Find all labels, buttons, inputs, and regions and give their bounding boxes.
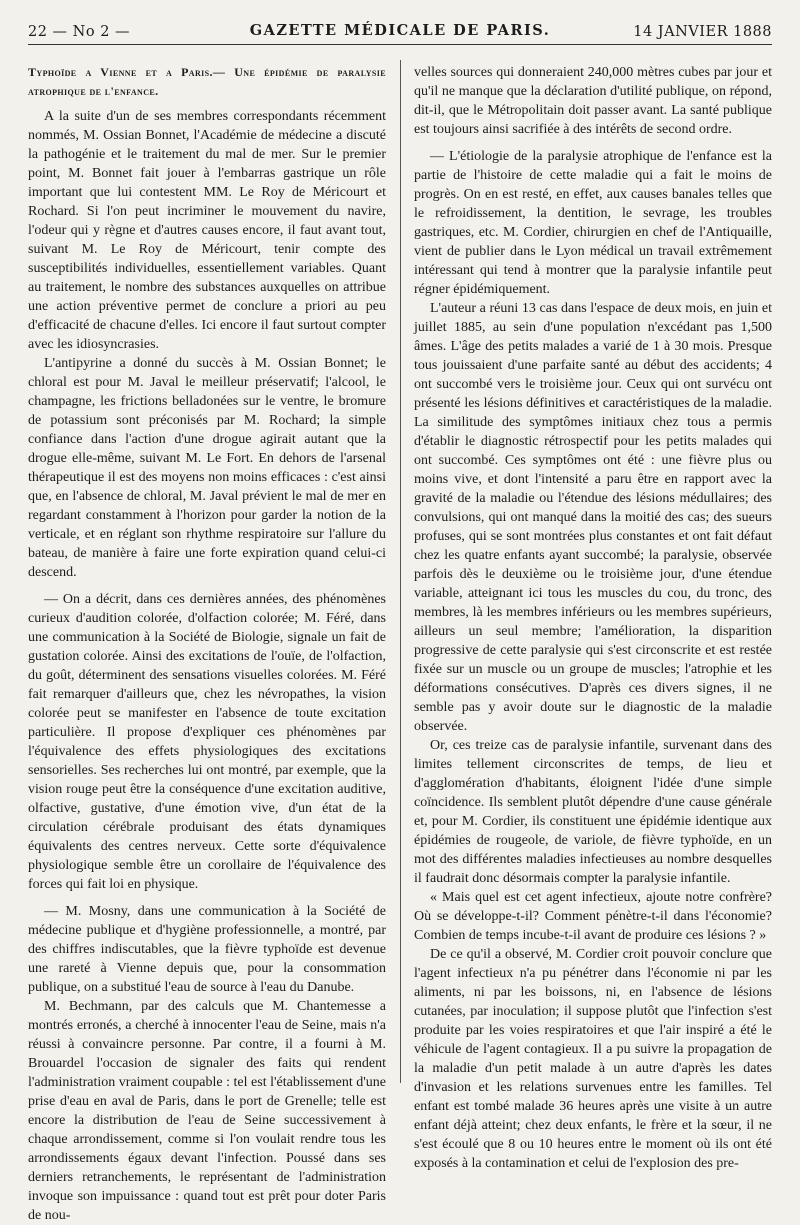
- page-number: 22 — No 2 —: [28, 24, 131, 40]
- page-header: [28, 22, 772, 44]
- paragraph: « Mais quel est cet agent infectieux, ajoute notre confrère? Où se développe-t-il? Comment pénètre-t-il dans l'économie? Combien de temps incube-t-il avant de produire ces lésions ? »: [414, 890, 772, 943]
- paragraph: De ce qu'il a observé, M. Cordier croit pouvoir conclure que l'agent infectieux n'a pu pénétrer dans l'économie ni par les aliments, ni par les boissons, ni, en l'absence de lésions cutanées, par inoculation; il suppose plutôt que l'infection s'est produite par les voies respiratoires et que l'air inspiré a été le véhicule de l'agent contagieux. Il a pu suivre la propagation de la maladie d'un petit malade à un autre d'après les dates d'invasion et les relations survenues entre les familles. Tel enfant est tombé malade 36 heures après une visite à un autre enfant déjà atteint; chez deux enfants, le frère et la sœur, il ne s'est écoulé que 8 ou 10 heures entre le moment où ils ont été exposés à la contamination et celui de l'explosion des pre-: [414, 947, 772, 1171]
- paragraph: M. Bechmann, par des calculs que M. Chantemesse a montrés erronés, a cherché à innocenter l'eau de Seine, mais n'a réussi à convaincre personne. Par contre, il a fourni à M. Brouardel l'occasion de signaler des faits qui rendent l'administration vraiment coupable : tel est l'établissement d'une prise d'eau en aval de Paris, dans le port de Grenelle; telle est encore la distribution de l'eau de Seine successivement à chaque arrondissement, comme si l'on voulait rendre tous les arrondissements égaux devant l'infection. Poussé dans ses derniers retranchements, le représentant de l'administration invoque son impuissance : quand tout est prêt pour doter Paris de nou-: [28, 999, 386, 1223]
- paragraph: — M. Mosny, dans une communication à la Société de médecine publique et d'hygiène professionnelle, a montré, par des chiffres indiscutables, que la fièvre typhoïde est devenue une rareté à Vienne depuis que, pour la consommation publique, on a substitué l'eau de source à l'eau du Danube.: [28, 904, 386, 995]
- paragraph: velles sources qui donneraient 240,000 mètres cubes par jour et qu'il ne manque que la déclaration d'utilité publique, on répond, dit-il, que le Métropolitain doit passer avant. La santé publique est toujours ainsi sacrifiée à des intérêts de second ordre.: [414, 65, 772, 137]
- issue-date: 14 JANVIER 1888: [633, 24, 772, 40]
- paragraph: — L'étiologie de la paralysie atrophique de l'enfance est la partie de l'histoire de cette maladie qui a fait le moins de progrès. On en est resté, en effet, aux causes banales telles que le refroidissement, la dentition, le sevrage, les troubles gastriques, etc. M. Cordier, chirurgien en chef de l'Antiquaille, vient de publier dans le Lyon médical un travail extrêmement intéressant qui tend à montrer que la paralysie infantile peut régner épidémiquement.: [414, 149, 772, 297]
- section-title: Typhoïde a Vienne et a Paris.— Une épidémie de paralysie atrophique de l'enfance.: [28, 65, 386, 98]
- left-column: [28, 63, 386, 1225]
- paragraph: — On a décrit, dans ces dernières années, des phénomènes curieux d'audition colorée, d'olfaction colorée; M. Féré, dans une communication à la Société de Biologie, signale un fait de gustation colorée. Ainsi des excitations de l'ouïe, de l'olfaction, du goût, déterminent des sensations visuelles colorées. M. Féré fait remarquer d'ailleurs que, chez les névropathes, la vision colorée peut se manifester en l'absence de toute excitation particulière. Il propose d'expliquer ces phénomènes par l'équivalence des effets physiologiques des excitations sensorielles. Ses recherches lui ont montré, par exemple, que la vision rouge peut être la conséquence d'une excitation auditive, olfactive, gustative, d'une émotion vive, d'un état de la circulation cérébrale produisant des états dynamiques équivalents des centres nerveux. Cette sorte d'équivalence physiologique semble être un corollaire de l'équivalence des forces qui fait loi en physique.: [28, 592, 386, 892]
- paragraph: L'antipyrine a donné du succès à M. Ossian Bonnet; le chloral est pour M. Javal le meilleur préservatif; l'alcool, le champagne, les frictions belladonées sur le ventre, le bromure de potassium sont préconisés par M. Rochard; la simple confiance dans l'action d'une drogue agirait autant que la drogue elle-même, suivant M. Le Fort. En dehors de l'arsenal thérapeutique il est des moyens non moins efficaces : c'est ainsi que, en l'absence de chloral, M. Javal prévient le mal de mer en regardant constamment à l'horizon pour garder la notion de la verticale, et en réglant son rhythme respiratoire sur l'allure du bateau, de manière à faire une forte expiration quand celui-ci descend.: [28, 356, 386, 580]
- paragraph: L'auteur a réuni 13 cas dans l'espace de deux mois, en juin et juillet 1885, au sein d'une population n'excédant pas 1,500 âmes. L'âge des petits malades a varié de 1 à 30 mois. Presque tous jouissaient d'une parfaite santé au début des accidents; 4 ont succombé vers le troisième jour. Ceux qui ont survécu ont présenté les lésions définitives et caractéristiques de la maladie. La similitude des symptômes initiaux chez tous a permis d'établir le diagnostic rétrospectif pour les petits malades qui ont succombé. Ces symptômes ont été : une fièvre plus ou moins vive, et dont l'intensité a paru être en rapport avec la gravité de la maladie ou l'étendue des lésions médullaires; des convulsions, qui ont manqué dans la moitié des cas; des sueurs profuses, qui se sont montrées plus constantes et ont fait défaut chez les quatre enfants ayant succombé; la paralysie, observée parfois dès le deuxième ou le troisième jour, d'une étendue variable, atteignant ici tous les muscles du cou, du tronc, des membres, là les membres inférieurs ou les membres supérieurs, ailleurs un seul membre; l'amélioration, la disparition progressive de cette paralysie qui s'est circonscrite et est restée fixée sur un muscle ou un groupe de muscles; l'atrophie et les déformations consécutives. D'après ces divers signes, il ne semble pas y avoir doute sur le diagnostic de la maladie observée.: [414, 301, 772, 734]
- paragraph: Or, ces treize cas de paralysie infantile, survenant dans des limites tellement circonscrites de temps, de lieu et d'agglomération d'habitants, éloignent l'idée d'une simple coïncidence. Ils semblent plutôt dépendre d'une cause générale et, pour M. Cordier, ils constituent une épidémie identique aux épidémies de rougeole, de variole, de fièvre typhoïde, en un mot des différentes maladies infectieuses au nombre desquelles il faudrait donc désormais compter la paralysie infantile.: [414, 738, 772, 886]
- right-column: [414, 63, 772, 1173]
- journal-title: GAZETTE MÉDICALE DE PARIS.: [249, 22, 551, 39]
- header-rule: [28, 44, 772, 45]
- paragraph: A la suite d'un de ses membres correspondants récemment nommés, M. Ossian Bonnet, l'Académie de médecine a discuté la pathogénie et le traitement du mal de mer. Sur le premier point, M. Bonnet fait jouer à l'embarras gastrique un rôle important que lui contestent MM. Le Roy de Méricourt et Rochard. Si l'on peut incriminer le mouvement du navire, l'odeur qui y règne et d'autres causes encore, il faut avant tout, suivant M. Le Roy de Méricourt, tenir compte des susceptibilités individuelles, essentiellement variables. Quant au traitement, le nombre des substances auxquelles on attribue une action préventive permet de conclure a priori au peu d'efficacité de chacune d'elles. Ici encore il faut surtout compter avec les idiosyncrasies.: [28, 109, 386, 352]
- column-divider: [400, 60, 401, 1083]
